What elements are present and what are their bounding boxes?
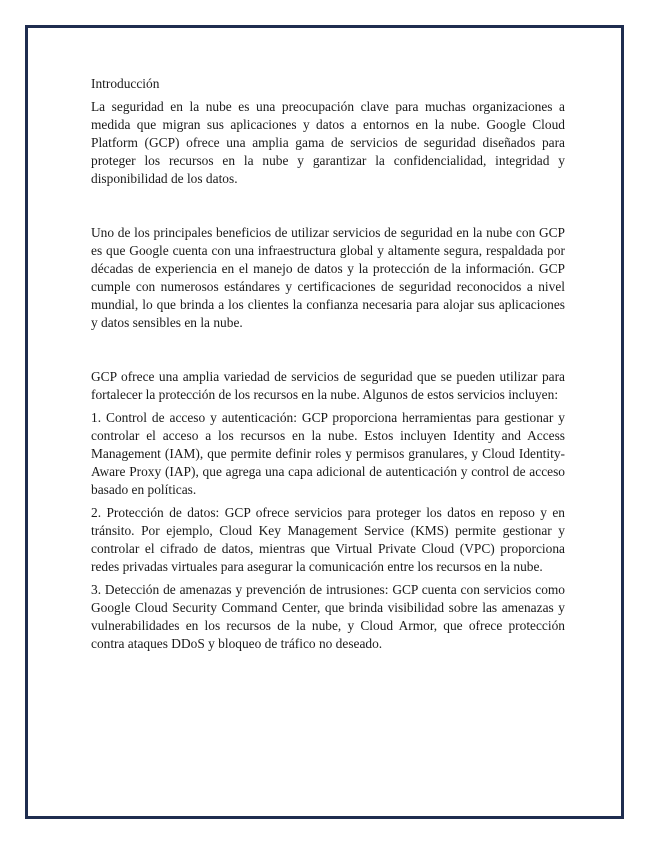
document-body bbox=[91, 75, 565, 653]
paragraph-intro: La seguridad en la nube es una preocupación clave para muchas organizaciones a medida que migran sus aplicaciones y datos a entornos en la nube. Google Cloud Platform (GCP) ofrece una amplia gama de servicios de seguridad diseñados para proteger los recursos en la nube y garantizar la confidencialidad, integridad y disponibilidad de los datos. bbox=[91, 99, 565, 186]
paragraph-benefits: Uno de los principales beneficios de utilizar servicios de seguridad en la nube con GCP es que Google cuenta con una infraestructura global y altamente segura, respaldada por décadas de experiencia en el manejo de datos y la protección de la información. GCP cumple con numerosos estándares y certificaciones de seguridad reconocidos a nivel mundial, lo que brinda a los clientes la confianza necesaria para alojar sus aplicaciones y datos sensibles en la nube. bbox=[91, 225, 565, 330]
paragraph-services-intro: GCP ofrece una amplia variedad de servicios de seguridad que se pueden utilizar para fortalecer la protección de los recursos en la nube. Algunos de estos servicios incluyen: bbox=[91, 369, 565, 402]
paragraph-access-control: 1. Control de acceso y autenticación: GCP proporciona herramientas para gestionar y controlar el acceso a los recursos en la nube. Estos incluyen Identity and Access Management (IAM), que permite definir roles y permisos granulares, y Cloud Identity-Aware Proxy (IAP), que agrega una capa adicional de autenticación y control de acceso basado en políticas. bbox=[91, 410, 565, 497]
paragraph-data-protection: 2. Protección de datos: GCP ofrece servicios para proteger los datos en reposo y en tránsito. Por ejemplo, Cloud Key Management Service (KMS) permite gestionar y controlar el cifrado de datos, mientras que Virtual Private Cloud (VPC) proporciona redes privadas virtuales para asegurar la comunicación entre los recursos en la nube. bbox=[91, 505, 565, 574]
section-heading: Introducción bbox=[91, 76, 160, 91]
paragraph-threat-detection: 3. Detección de amenazas y prevención de intrusiones: GCP cuenta con servicios como Google Cloud Security Command Center, que brinda visibilidad sobre las amenazas y vulnerabilidades en los recursos de la nube, y Cloud Armor, que ofrece protección contra ataques DDoS y bloqueo de tráfico no deseado. bbox=[91, 582, 565, 651]
